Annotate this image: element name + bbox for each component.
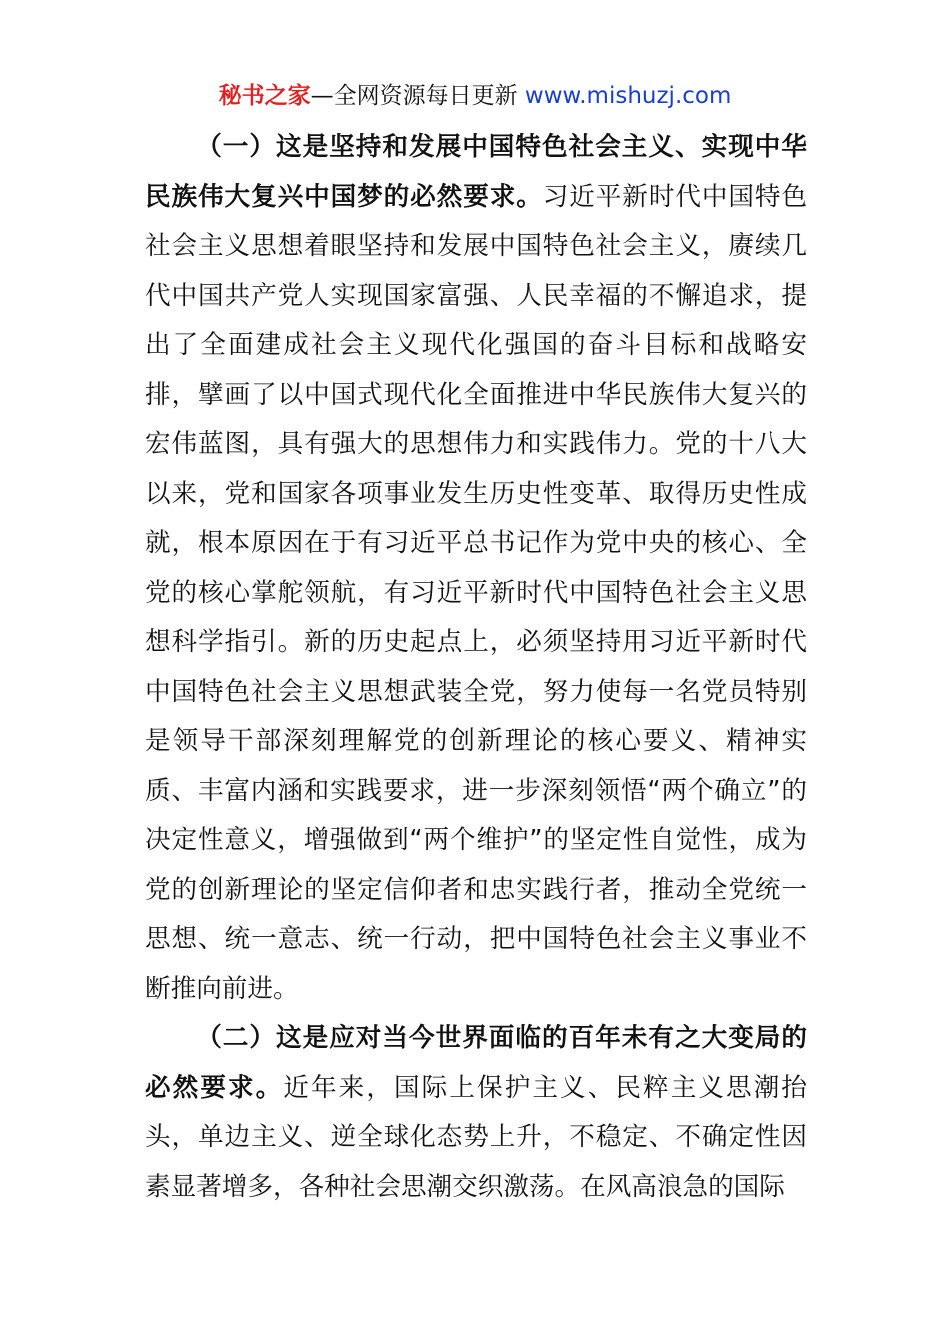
paragraph-2-heading: （二）这是应对当今世界面临的百年未有之大变局的必然要求。 bbox=[145, 1023, 807, 1103]
paragraph-2 bbox=[145, 1014, 807, 1212]
document-body bbox=[145, 123, 807, 1212]
paragraph-1-heading: （一）这是坚持和发展中国特色社会主义、实现中华民族伟大复兴中国梦的必然要求。 bbox=[145, 132, 807, 212]
paragraph-1-text: 习近平新时代中国特色社会主义思想着眼坚持和发展中国特色社会主义，赓续几代中国共产党人实现国家富强、人民幸福的不懈追求，提出了全面建成社会主义现代化强国的奋斗目标和战略安排，擘画了以中国式现代化全面推进中华民族伟大复兴的宏伟蓝图，具有强大的思想伟力和实践伟力。党的十八大以来，党和国家各项事业发生历史性变革、取得历史性成就，根本原因在于有习近平总书记作为党中央的核心、全党的核心掌舵领航，有习近平新时代中国特色社会主义思想科学指引。新的历史起点上，必须坚持用习近平新时代中国特色社会主义思想武装全党，努力使每一名党员特别是领导干部深刻理解党的创新理论的核心要义、精神实质、丰富内涵和实践要求，进一步深刻领悟“两个确立”的决定性意义，增强做到“两个维护”的坚定性自觉性，成为党的创新理论的坚定信仰者和忠实践行者，推动全党统一思想、统一意志、统一行动，把中国特色社会主义事业不断推向前进。 bbox=[145, 181, 807, 1004]
paragraph-2-text: 近年来，国际上保护主义、民粹主义思潮抬头，单边主义、逆全球化态势上升，不稳定、不确定性因素显著增多，各种社会思潮交织激荡。在风高浪急的国际 bbox=[145, 1072, 807, 1202]
header-tagline: —全网资源每日更新 bbox=[310, 83, 525, 109]
paragraph-1 bbox=[145, 123, 807, 1014]
site-url-link[interactable]: www.mishuzj.com bbox=[524, 83, 732, 109]
brand-name: 秘书之家 bbox=[218, 83, 311, 109]
site-header bbox=[0, 80, 950, 112]
